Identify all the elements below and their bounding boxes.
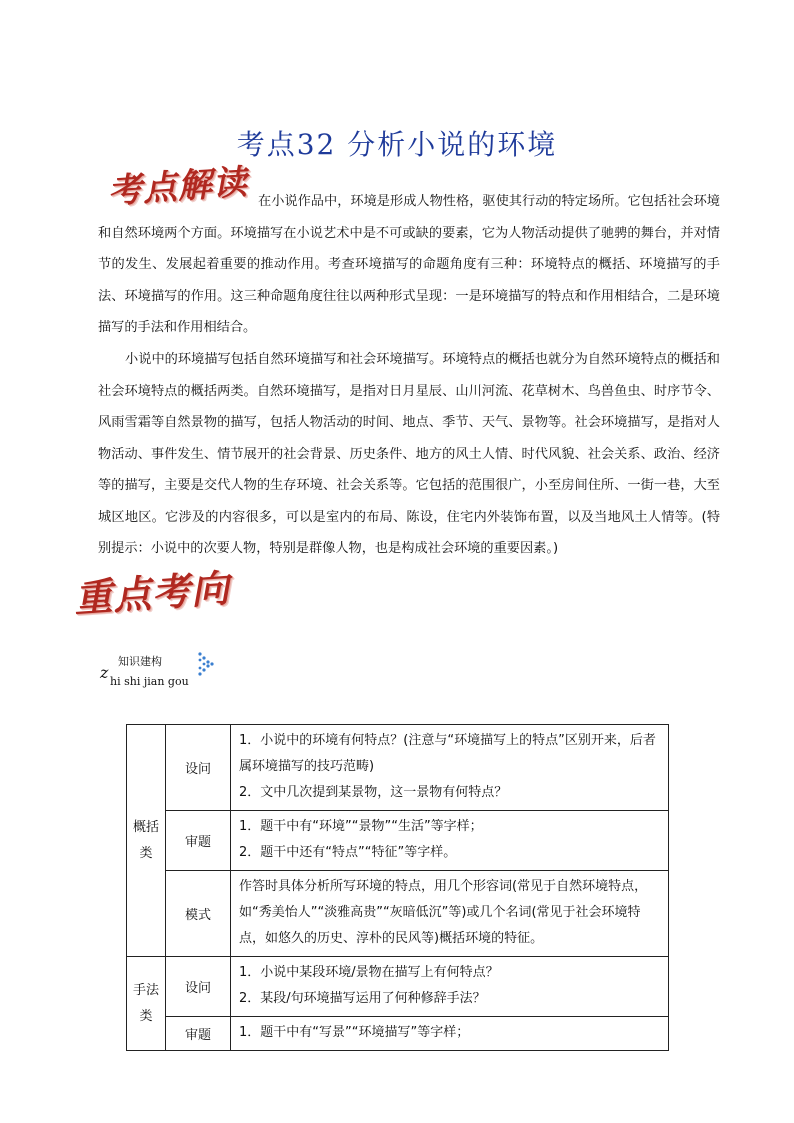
content-line: 1．题干中有“写景”“环境描写”等字样； [239, 1025, 470, 1040]
category-cell: 概括类 [127, 725, 166, 957]
content-line: 作答时具体分析所写环境的特点，用几个形容词(常见于自然环境特点，如“秀美怡人”“淡雅高贵”“灰暗低沉”等)或几个名词(常见于社会环境特点，如悠久的历史、淳朴的民风等)概括环境的特征。 [239, 879, 648, 946]
content-line: 2．题干中还有“特点”“特征”等字样。 [239, 845, 457, 860]
row-content [231, 725, 669, 811]
knowledge-build-pinyin: hi shi jian gou [110, 675, 189, 688]
row-content [231, 811, 669, 871]
row-content [231, 957, 669, 1017]
row-content [231, 1017, 669, 1051]
row-label: 设问 [166, 957, 231, 1017]
row-content [231, 871, 669, 957]
content-line: 2．某段/句环境描写运用了何种修辞手法？ [239, 991, 486, 1006]
table-row [127, 871, 669, 957]
intro-paragraph-2: 小说中的环境描写包括自然环境描写和社会环境描写。环境特点的概括也就分为自然环境特点的概括和社会环境特点的概括两类。自然环境描写，是指对日月星辰、山川河流、花草树木、鸟兽鱼虫、时序节令、风雨雪霜等自然景物的描写，包括人物活动的时间、地点、季节、天气、景物等。社会环境描写，是指对人物活动、事件发生、情节展开的社会背景、历史条件、地方的风土人情、时代风貌、社会关系、政治、经济等的描写，主要是交代人物的生存环境、社会关系等。它包括的范围很广，小至房间住所、一街一巷，大至城区地区。它涉及的内容很多，可以是室内的布局、陈设，住宅内外装饰布置，以及当地风土人情等。(特别提示：小说中的次要人物，特别是群像人物，也是构成社会环境的重要因素。) [98, 352, 721, 556]
content-line: 1．小说中的环境有何特点？(注意与“环境描写上的特点”区别开来，后者属环境描写的技巧范畴) [239, 733, 656, 774]
content-line: 1．小说中某段环境/景物在描写上有何特点？ [239, 965, 499, 980]
banner-kaodian-jiedu: 考点解读 [106, 162, 250, 212]
method-table [126, 724, 669, 1051]
table-row [127, 1017, 669, 1051]
row-label: 设问 [166, 725, 231, 811]
row-label: 审题 [166, 811, 231, 871]
page-title: 考点32 分析小说的环境 [236, 127, 558, 161]
knowledge-build-pinyin-initial: z [100, 663, 109, 682]
row-label: 审题 [166, 1017, 231, 1051]
category-cell: 手法类 [127, 957, 166, 1051]
intro-paragraph-1: 在小说作品中，环境是形成人物性格，驱使其行动的特定场所。它包括社会环境和自然环境两个方面。环境描写在小说艺术中是不可或缺的要素，它为人物活动提供了驰骋的舞台，并对情节的发生、发展起着重要的推动作用。考查环境描写的命题角度有三种：环境特点的概括、环境描写的手法、环境描写的作用。这三种命题角度往往以两种形式呈现：一是环境描写的特点和作用相结合，二是环境描写的手法和作用相结合。 [98, 194, 720, 335]
content-line: 1．题干中有“环境”“景物”“生活”等字样； [239, 819, 483, 834]
content-line: 2．文中几次提到某景物，这一景物有何特点？ [239, 785, 508, 800]
banner-zhongdian-kaoxiang: 重点考向 [72, 565, 232, 621]
row-label: 模式 [166, 871, 231, 957]
table-row [127, 811, 669, 871]
table-row [127, 957, 669, 1017]
chevron-right-dots-icon [198, 652, 216, 676]
knowledge-build-title: 知识建构 [118, 655, 162, 668]
table-row [127, 725, 669, 811]
